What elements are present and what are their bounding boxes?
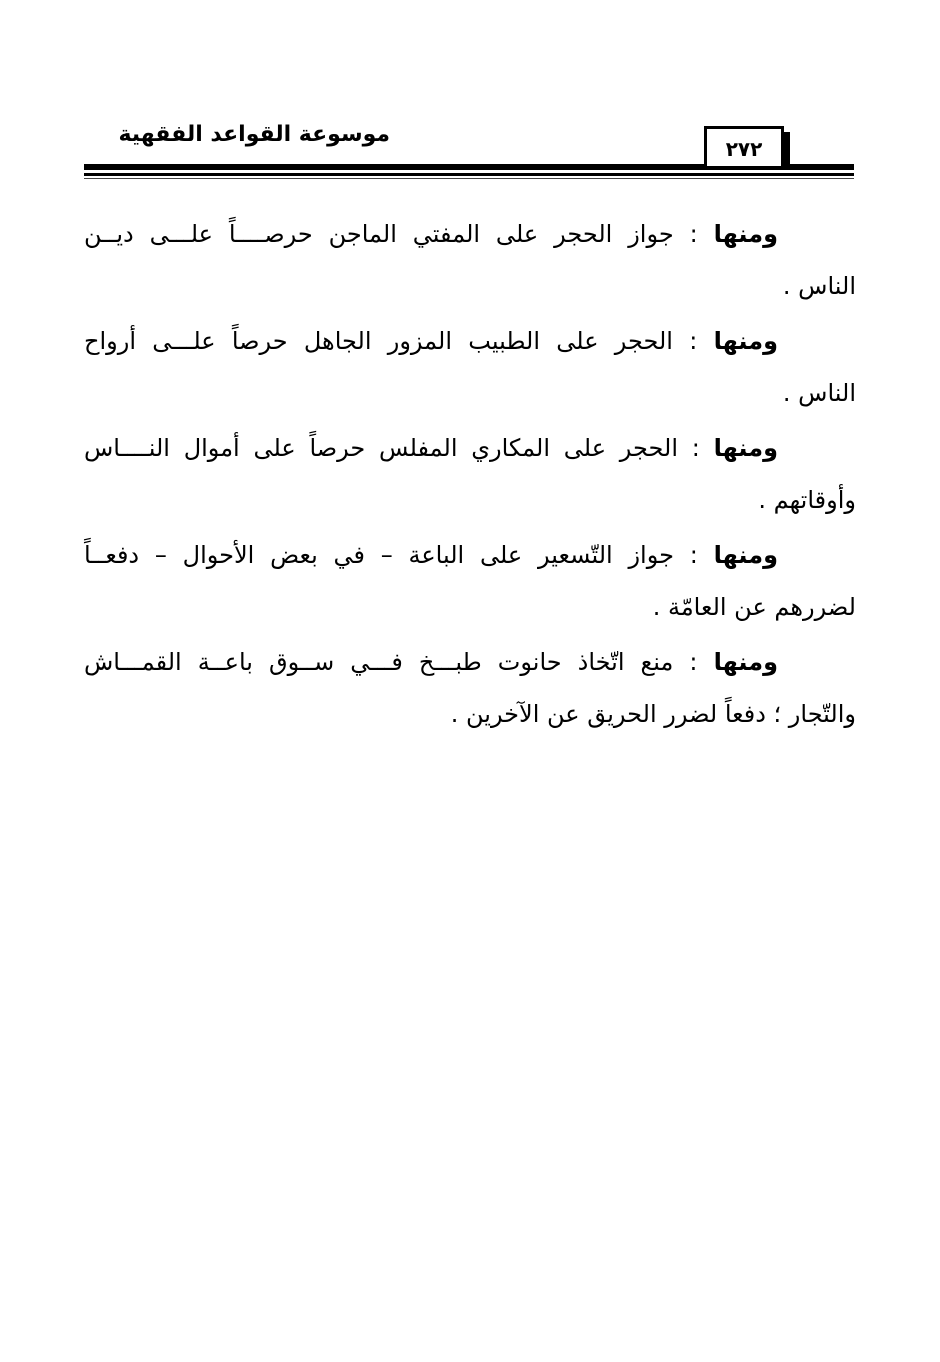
paragraph-line: [84, 529, 856, 581]
paragraph-continuation: وأوقاتهم .: [758, 486, 856, 514]
paragraph-3: [84, 422, 856, 526]
page-number: ٢٧٢: [704, 126, 784, 166]
paragraph-line: [84, 208, 856, 260]
paragraph-5: [84, 636, 856, 740]
paragraph-continuation: لضررهم عن العامّة .: [652, 593, 856, 621]
paragraph-line: [84, 422, 856, 474]
running-header-title: موسوعة القواعد الفقهية: [118, 122, 390, 147]
paragraph-lead: ومنها: [713, 648, 778, 676]
paragraph-lead: ومنها: [713, 434, 778, 462]
paragraph-2: [84, 315, 856, 419]
paragraph-4: [84, 529, 856, 633]
paragraph-text: : الحجر على المكاري المفلس حرصاً على أموال النــــاس: [84, 434, 714, 462]
header-rule-thin: [84, 173, 854, 176]
paragraph-line: [84, 636, 856, 688]
paragraph-text: : الحجر على الطبيب المزور الجاهل حرصاً علـــى أرواح: [84, 327, 714, 355]
paragraph-continuation: الناس .: [782, 379, 856, 407]
paragraph-continuation: والتّجار ؛ دفعاً لضرر الحريق عن الآخرين .: [450, 700, 856, 728]
paragraph-1: [84, 208, 856, 312]
paragraph-lead: ومنها: [713, 220, 778, 248]
paragraph-continuation: الناس .: [782, 272, 856, 300]
main-text: [84, 208, 856, 743]
paragraph-lead: ومنها: [713, 327, 778, 355]
paragraph-lead: ومنها: [713, 541, 778, 569]
paragraph-line: [84, 315, 856, 367]
header-rule-hairline: [84, 178, 854, 179]
paragraph-text: : جواز التّسعير على الباعة – في بعض الأحوال – دفعــاً: [84, 541, 714, 569]
paragraph-text: : منع اتّخاذ حانوت طبـــخ فـــي ســوق باعــة القمـــاش: [84, 648, 714, 676]
paragraph-text: : جواز الحجر على المفتي الماجن حرصــــاً علـــى ديــن: [84, 220, 714, 248]
